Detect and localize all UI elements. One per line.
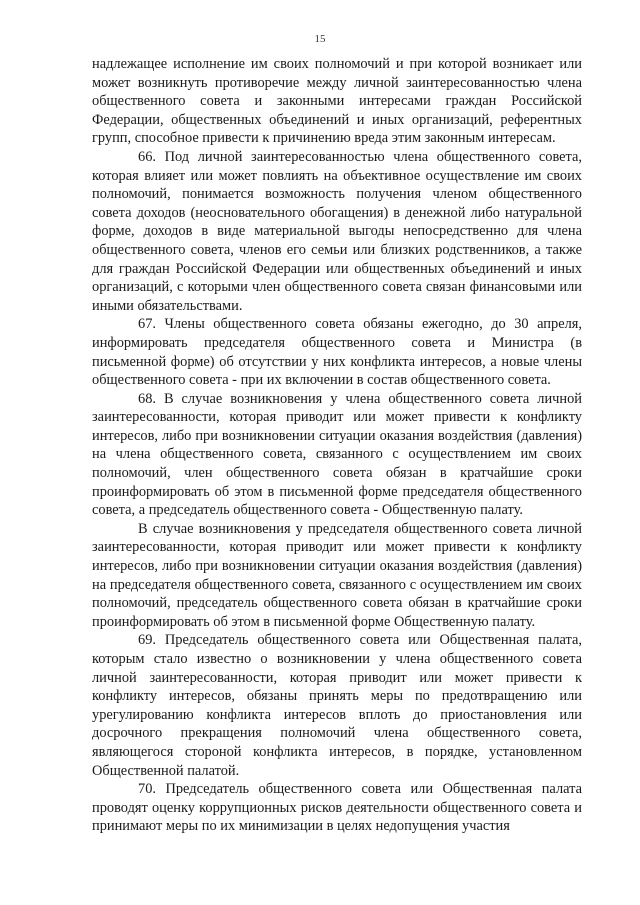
- paragraph-68-chairman: В случае возникновения у председателя общественного совета личной заинтересованности, которая приводит или может привести к конфликту интересов, либо при возникновении ситуации оказания воздействия (давления) на председателя общественного совета, связанного с осуществлением им своих полномочий, председатель общественного совета обязан в кратчайшие сроки проинформировать об этом в письменной форме Общественную палату.: [92, 520, 582, 630]
- paragraph-67: 67. Члены общественного совета обязаны ежегодно, до 30 апреля, информировать председателя общественного совета и Министра (в письменной форме) об отсутствии у них конфликта интересов, а новые члены общественного совета - при их включении в состав общественного совета.: [92, 316, 582, 389]
- page-number: 15: [314, 33, 326, 45]
- paragraph-70: 70. Председатель общественного совета или Общественная палата проводят оценку коррупционных рисков деятельности общественного совета и принимают меры по их минимизации в целях недопущения участия: [92, 781, 582, 835]
- paragraph-66: 66. Под личной заинтересованностью члена общественного совета, которая влияет или может повлиять на объективное осуществление им своих полномочий, понимается возможность получения членом общественного совета доходов (неосновательного обогащения) в денежной либо натуральной форме, доходов в виде материальной выгоды непосредственно для члена общественного совета, членов его семьи или близких родственников, а также для граждан Российской Федерации или общественных объединений и иных организаций, с которыми член общественного совета связан финансовыми или иными обязательствами.: [92, 148, 582, 314]
- document-body: [92, 55, 582, 836]
- paragraph-69: 69. Председатель общественного совета или Общественная палата, которым стало известно о возникновении у члена общественного совета личной заинтересованности, которая приводит или может привести к конфликту интересов, обязаны принять меры по предотвращению или урегулированию конфликта интересов вплоть до приостановления или досрочного прекращения полномочий члена общественного совета, являющегося стороной конфликта интересов, в порядке, установленном Общественной палатой.: [92, 632, 582, 779]
- paragraph-68: 68. В случае возникновения у члена общественного совета личной заинтересованности, которая приводит или может привести к конфликту интересов, либо при возникновении ситуации оказания воздействия (давления) на члена общественного совета, связанного с осуществлением им своих полномочий, член общественного совета обязан в кратчайшие сроки проинформировать об этом в письменной форме председателя общественного совета, а председатель общественного совета - Общественную палату.: [92, 390, 582, 519]
- paragraph-continuation: надлежащее исполнение им своих полномочий и при которой возникает или может возникнуть противоречие между личной заинтересованностью члена общественного совета и законными интересами граждан Российской Федерации, общественных объединений и иных организаций, референтных групп, способное привести к причинению вреда этим законным интересам.: [92, 56, 582, 147]
